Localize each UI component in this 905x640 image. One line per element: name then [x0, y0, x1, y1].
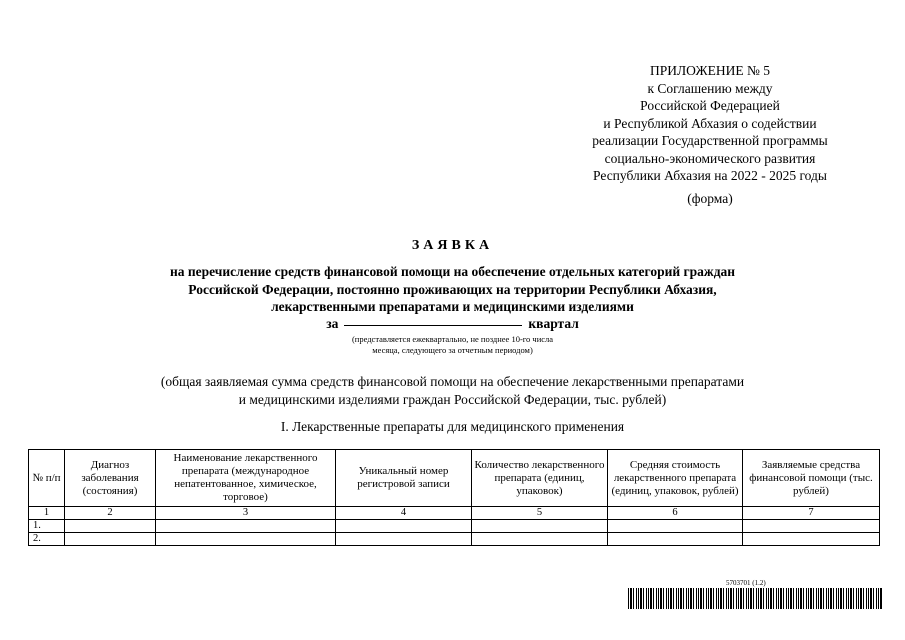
table-cell[interactable]	[336, 520, 472, 533]
appendix-line: социально-экономического развития	[604, 150, 816, 166]
column-number: 4	[336, 507, 472, 520]
appendix-line: и Республикой Абхазия о содействии	[603, 115, 817, 131]
column-number: 5	[472, 507, 608, 520]
col-header-registry-number: Уникальный номер регистровой записи	[336, 450, 472, 507]
table-cell[interactable]	[65, 520, 156, 533]
total-amount-text	[0, 373, 905, 408]
table-cell[interactable]	[472, 520, 608, 533]
col-header-avg-cost: Средняя стоимость лекарственного препарата (единиц, упаковок, рублей)	[608, 450, 743, 507]
table-cell[interactable]	[336, 533, 472, 546]
table-cell[interactable]	[472, 533, 608, 546]
appendix-line: к Соглашению между	[647, 80, 773, 96]
document-subtitle	[0, 263, 905, 316]
table-cell[interactable]	[608, 533, 743, 546]
table-cell[interactable]	[743, 533, 880, 546]
table-row	[29, 533, 880, 546]
table-header-row	[29, 450, 880, 507]
table-cell[interactable]	[156, 533, 336, 546]
period-suffix: квартал	[528, 316, 579, 331]
barcode-image	[628, 588, 882, 609]
column-number: 2	[65, 507, 156, 520]
barcode-label: 5703701 (1.2)	[726, 579, 766, 587]
medicines-table	[28, 449, 880, 546]
period-blank-field[interactable]	[344, 325, 522, 326]
note-line: месяца, следующего за отчетным периодом)	[372, 345, 533, 355]
row-number: 2.	[29, 533, 65, 546]
col-header-quantity: Количество лекарственного препарата (единиц, упаковок)	[472, 450, 608, 507]
column-number-row	[29, 507, 880, 520]
column-number: 7	[743, 507, 880, 520]
col-header-diagnosis: Диагноз заболевания (состояния)	[65, 450, 156, 507]
col-header-number: № п/п	[29, 450, 65, 507]
period-prefix: за	[326, 316, 339, 331]
appendix-line: реализации Государственной программы	[592, 133, 828, 148]
form-label: (форма)	[687, 191, 733, 206]
col-header-drug-name: Наименование лекарственного препарата (международное непатентованное, химическое, торговое)	[156, 450, 336, 507]
table-row	[29, 520, 880, 533]
appendix-line: Российской Федерацией	[640, 98, 780, 113]
column-number: 1	[29, 507, 65, 520]
table-cell[interactable]	[743, 520, 880, 533]
total-line: и медицинскими изделиями граждан Российской Федерации, тыс. рублей)	[238, 391, 667, 407]
col-header-requested-funds: Заявляемые средства финансовой помощи (тыс. рублей)	[743, 450, 880, 507]
note-line: (представляется ежеквартально, не позднее 10-го числа	[351, 334, 554, 344]
document-title: ЗАЯВКА	[411, 238, 494, 253]
submission-note	[0, 334, 905, 356]
appendix-line: Республики Абхазия на 2022 - 2025 годы	[593, 168, 827, 183]
table-cell[interactable]	[156, 520, 336, 533]
total-line: (общая заявляемая сумма средств финансовой помощи на обеспечение лекарственными препаратами	[160, 374, 745, 389]
subtitle-line: Российской Федерации, постоянно проживающих на территории Республики Абхазия,	[188, 281, 717, 297]
subtitle-line: лекарственными препаратами и медицинскими изделиями	[271, 299, 634, 314]
column-number: 6	[608, 507, 743, 520]
row-number: 1.	[29, 520, 65, 533]
period-line	[0, 316, 905, 332]
table-cell[interactable]	[608, 520, 743, 533]
appendix-block	[560, 62, 860, 185]
section-title: I. Лекарственные препараты для медицинского применения	[280, 419, 625, 434]
appendix-line: ПРИЛОЖЕНИЕ № 5	[649, 63, 771, 78]
column-number: 3	[156, 507, 336, 520]
table-cell[interactable]	[65, 533, 156, 546]
subtitle-line: на перечисление средств финансовой помощи на обеспечение отдельных категорий граждан	[169, 264, 736, 279]
